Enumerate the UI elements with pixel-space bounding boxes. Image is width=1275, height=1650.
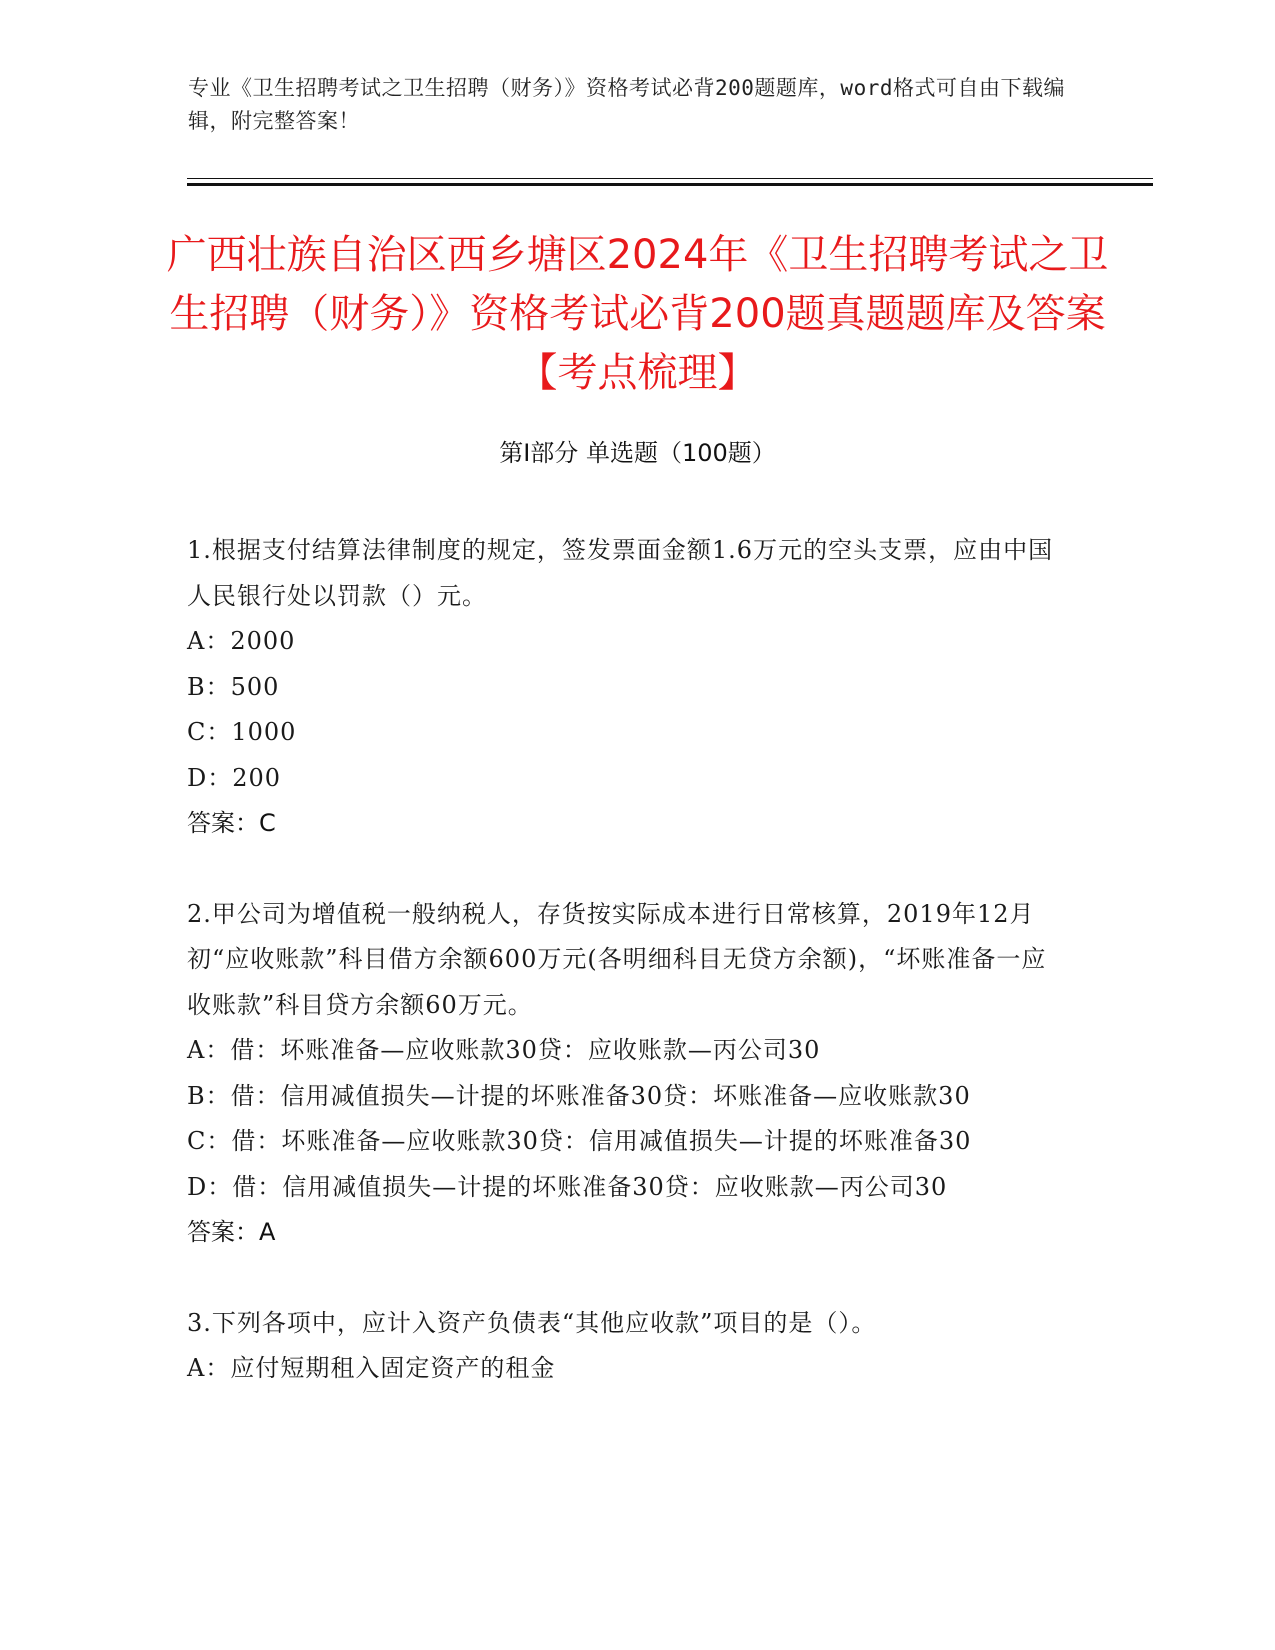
- section-title: 第Ⅰ部分 单选题（100题）: [499, 439, 776, 467]
- header-rule-thin: [187, 178, 1153, 179]
- option-a: A：2000: [187, 627, 296, 655]
- option-a: A：借：坏账准备—应收账款30贷：应收账款—丙公司30: [187, 1036, 821, 1064]
- question-1: [187, 528, 1062, 847]
- option-c: C：借：坏账准备—应收账款30贷：信用减值损失—计提的坏账准备30: [187, 1127, 972, 1155]
- option-d: D：借：信用减值损失—计提的坏账准备30贷：应收账款—丙公司30: [187, 1172, 948, 1201]
- option-d: D：200: [187, 763, 282, 792]
- question-2: [187, 892, 1062, 1256]
- question-stem: 1.根据支付结算法律制度的规定，签发票面金额1.6万元的空头支票，应由中国人民银行处以罚款（）元。: [187, 536, 1054, 610]
- question-stem: 3.下列各项中，应计入资产负债表“其他应收款”项目的是（）。: [187, 1308, 877, 1337]
- header-rule-thick: [187, 183, 1153, 186]
- option-a: A：应付短期租入固定资产的租金: [187, 1354, 556, 1382]
- question-list: [187, 528, 1062, 1437]
- document-title: 广西壮族自治区西乡塘区2024年《卫生招聘考试之卫生招聘（财务）》资格考试必背200题真题题库及答案【考点梳理】: [166, 232, 1109, 396]
- option-c: C：1000: [187, 718, 297, 746]
- option-b: B：500: [187, 672, 280, 701]
- question-3: [187, 1301, 1062, 1392]
- answer-line: 答案：C: [187, 809, 276, 837]
- question-stem: 2.甲公司为增值税一般纳税人，存货按实际成本进行日常核算，2019年12月初“应收账款”科目借方余额600万元(各明细科目无贷方余额)，“坏账准备一应收账款”科目贷方余额60万元。: [187, 899, 1047, 1019]
- option-b: B：借：信用减值损失—计提的坏账准备30贷：坏账准备—应收账款30: [187, 1081, 971, 1110]
- header-note: 专业《卫生招聘考试之卫生招聘（财务）》资格考试必背200题题库，word格式可自由下载编辑，附完整答案！: [188, 76, 1065, 133]
- answer-line: 答案：A: [187, 1218, 276, 1246]
